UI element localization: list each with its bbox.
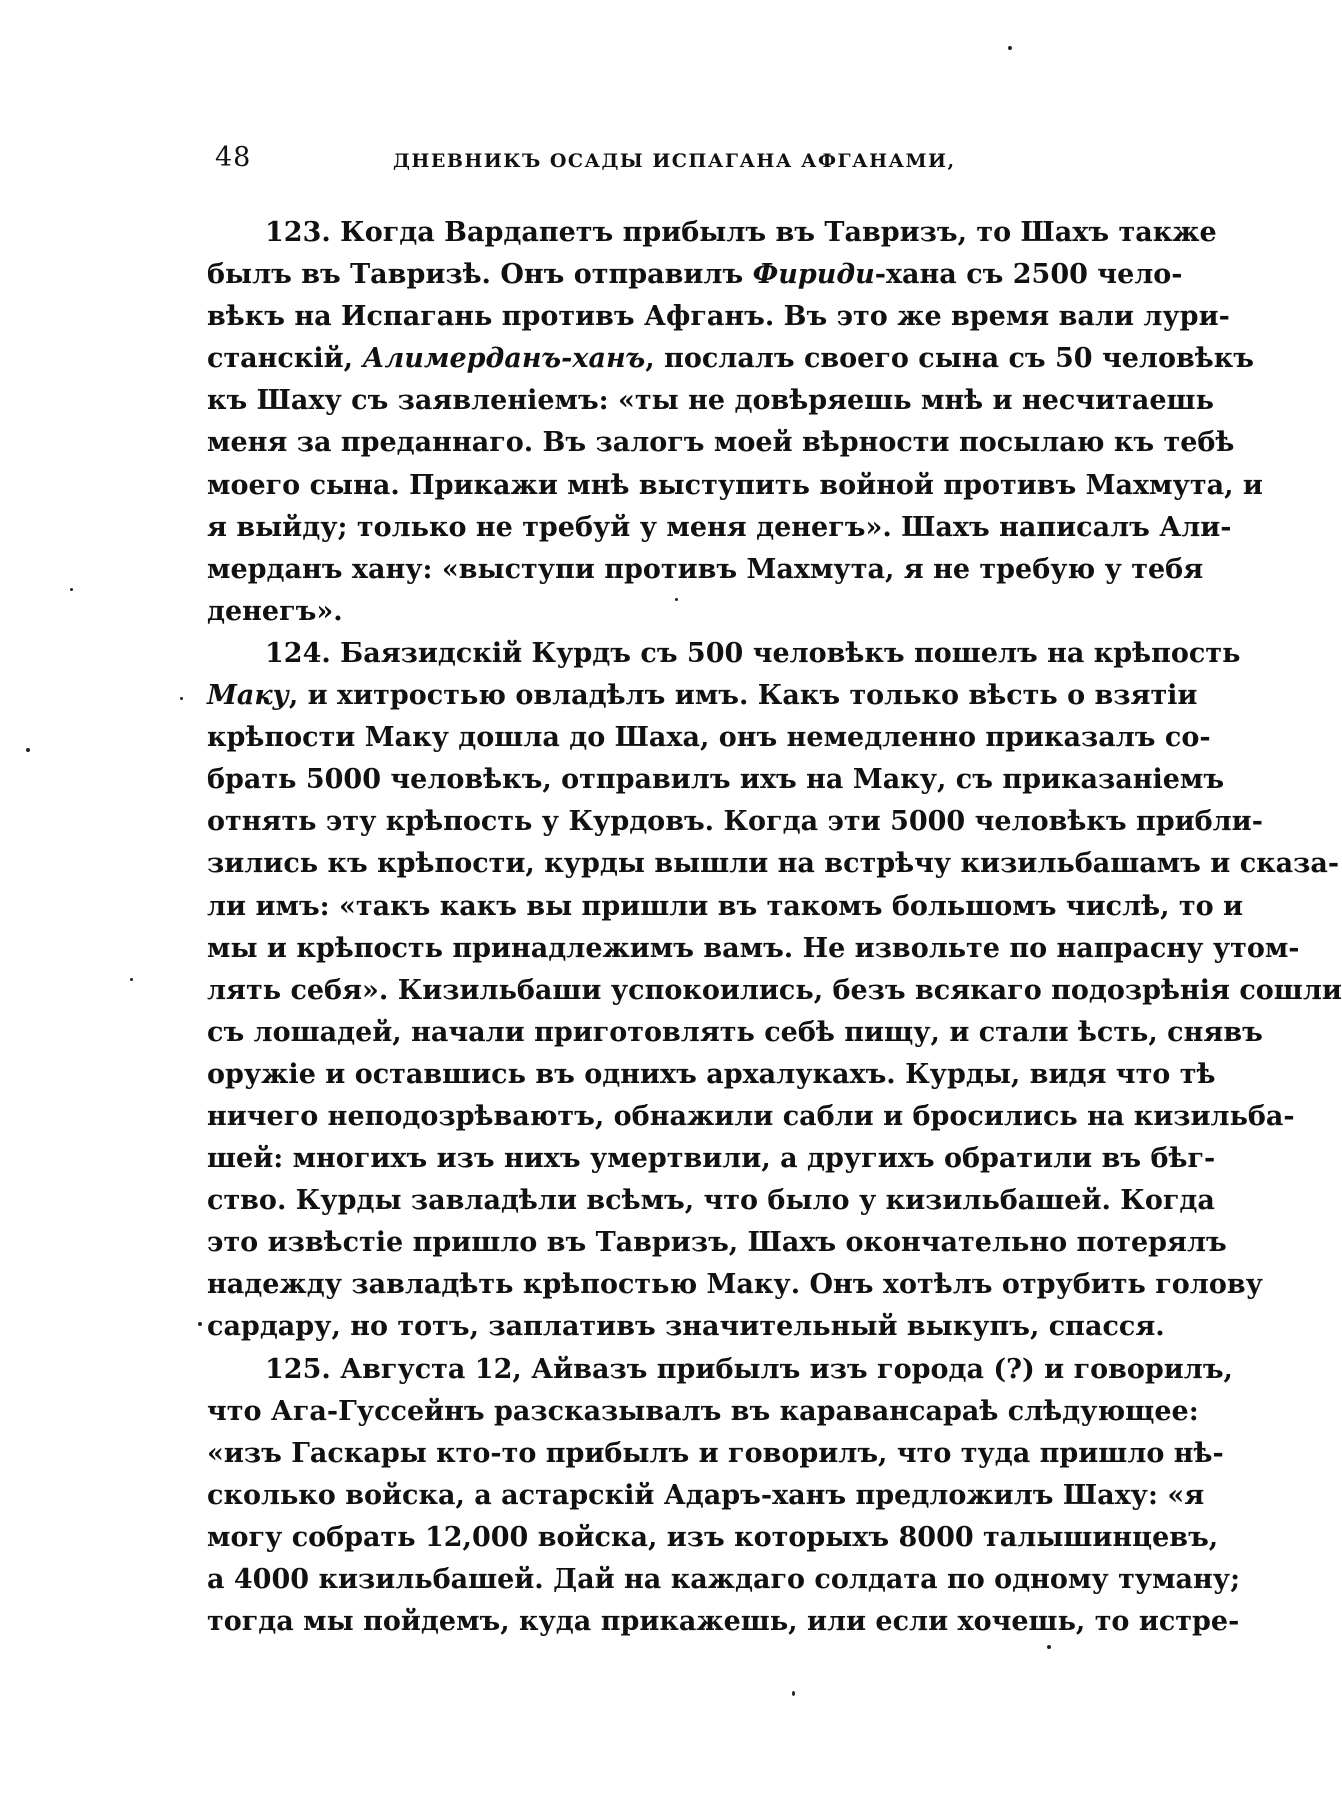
text-line: сколько войска, а астарскій Адаръ-ханъ предложилъ Шаху: «я [207, 1479, 1205, 1511]
scan-speck [26, 748, 30, 752]
scan-speck [198, 1322, 202, 1326]
text-line: мы и крѣпость принадлежимъ вамъ. Не извольте по напрасну утом- [207, 932, 1300, 964]
italic-name: Маку [207, 680, 289, 712]
text-line [207, 254, 1183, 296]
scan-speck [792, 1691, 795, 1696]
scan-speck [675, 598, 678, 601]
text-line: что Ага-Гуссейнъ разсказывалъ въ каравансараѣ слѣдующее: [207, 1395, 1199, 1427]
text-line: ли имъ: «такъ какъ вы пришли въ такомъ большомъ числѣ, то и [207, 890, 1244, 922]
italic-name: Алимерданъ-ханъ [362, 343, 646, 375]
text-run: станскій, [207, 343, 363, 375]
text-line: мерданъ хану: «выступи противъ Махмута, я не требую у тебя [207, 553, 1204, 585]
text-line: къ Шаху съ заявленіемъ: «ты не довѣряешь мнѣ и несчитаешь [207, 385, 1214, 417]
text-run: , и хитростью овладѣлъ имъ. Какъ только вѣсть о взятіи [288, 680, 1198, 712]
italic-name: Фириди [752, 259, 875, 291]
text-line: ничего неподозрѣваютъ, обнажили сабли и бросились на кизильба- [207, 1100, 1295, 1132]
paragraph-123-line: 123. Когда Вардапетъ прибылъ въ Тавризъ, то Шахъ также [265, 217, 1217, 248]
text-line: зились къ крѣпости, курды вышли на встрѣчу кизильбашамъ и сказа- [207, 848, 1340, 880]
page-body-text [207, 212, 1342, 1643]
text-line [207, 338, 1254, 380]
text-line: «изъ Гаскары кто-то прибылъ и говорилъ, что туда пришло нѣ- [207, 1437, 1224, 1469]
text-line: сардару, но тотъ, заплативъ значительный выкупъ, спасся. [207, 1311, 1165, 1343]
text-line: брать 5000 человѣкъ, отправилъ ихъ на Маку, съ приказаніемъ [207, 764, 1225, 796]
text-line: а 4000 кизильбашей. Дай на каждаго солдата по одному туману; [207, 1564, 1241, 1595]
page-header [215, 142, 1045, 182]
text-line: оружіе и оставшись въ однихъ архалукахъ. Курды, видя что тѣ [207, 1058, 1216, 1090]
scan-speck [180, 697, 183, 700]
paragraph-124-line: 124. Баязидскій Курдъ съ 500 человѣкъ пошелъ на крѣпость [265, 637, 1241, 669]
scan-speck [1008, 46, 1012, 50]
text-line: отнять эту крѣпость у Курдовъ. Когда эти 5000 человѣкъ прибли- [207, 806, 1263, 838]
text-run: былъ въ Тавризѣ. Онъ отправилъ [207, 259, 753, 291]
text-run: -хана съ 2500 чело- [874, 259, 1183, 291]
scan-speck [1047, 1645, 1051, 1649]
scan-speck [70, 588, 73, 591]
running-head: ДНЕВНИКЪ ОСАДЫ ИСПАГАНА АФГАНАМИ, [393, 150, 956, 172]
text-line: денегъ». [207, 595, 343, 627]
text-line: я выйду; только не требуй у меня денегъ». Шахъ написалъ Али- [207, 511, 1232, 543]
text-line: меня за преданнаго. Въ залогъ моей вѣрности посылаю къ тебѣ [207, 427, 1235, 459]
text-line: шей: многихъ изъ нихъ умертвили, а другихъ обратили въ бѣг- [207, 1143, 1216, 1175]
scan-speck [130, 978, 133, 981]
text-line: крѣпости Маку дошла до Шаха, онъ немедленно приказалъ со- [207, 722, 1211, 754]
paragraph-125-line: 125. Августа 12, Айвазъ прибылъ изъ города (?) и говорилъ, [265, 1353, 1233, 1385]
text-run: , послалъ своего сына съ 50 человѣкъ [645, 343, 1254, 375]
text-line: это извѣстіе пришло въ Тавризъ, Шахъ окончательно потерялъ [207, 1227, 1227, 1259]
text-line: надежду завладѣть крѣпостью Маку. Онъ хотѣлъ отрубить голову [207, 1269, 1263, 1301]
text-line: съ лошадей, начали приготовлять себѣ пищу, и стали ѣсть, снявъ [207, 1016, 1263, 1048]
text-line: могу собрать 12,000 войска, изъ которыхъ 8000 талышинцевъ, [207, 1521, 1219, 1553]
page-number: 48 [215, 142, 252, 173]
text-line: ство. Курды завладѣли всѣмъ, что было у кизильбашей. Когда [207, 1185, 1215, 1217]
text-line: моего сына. Прикажи мнѣ выступить войной противъ Махмута, и [207, 469, 1263, 501]
text-line [207, 675, 1198, 717]
text-line: вѣкъ на Испагань противъ Афганъ. Въ это же время вали лури- [207, 301, 1230, 333]
text-line: лять себя». Кизильбаши успокоились, безъ всякаго подозрѣнія сошли [207, 974, 1342, 1006]
text-line: тогда мы пойдемъ, куда прикажешь, или если хочешь, то истре- [207, 1606, 1240, 1638]
